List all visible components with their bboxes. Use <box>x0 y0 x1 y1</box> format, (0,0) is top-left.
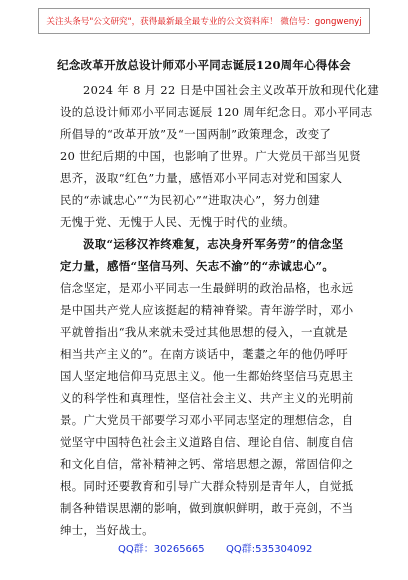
text-line: 相当共产主义的”。在南方谈话中，耄耋之年的他仍呼吁 <box>60 347 348 361</box>
text-line: 民的“赤诚忠心”“为民初心”“进取决心”，努力创建 <box>60 193 321 207</box>
text-line: 是中国共产党人应该挺起的精神脊梁。青年游学时，邓小 <box>60 303 354 317</box>
text-line: 设的总设计师邓小平同志诞辰 120 周年纪念日。邓小平同志 <box>60 105 373 119</box>
text-line: 平就曾指出“我从来就未受过其他思想的侵入，一直就是 <box>60 325 348 339</box>
text-line: 思齐，汲取“红色”力量，感悟邓小平同志对党和国家人 <box>60 171 343 185</box>
text-line: 觉坚守中国特色社会主义道路自信、理论自信、制度自信 <box>60 435 354 449</box>
heading-line: 定力量，感悟“坚信马列、矢志不渝”的“赤诚忠心”。 <box>60 259 335 273</box>
text-line: 2024 年 8 月 22 日是中国社会主义改革开放和现代化建 <box>83 83 380 97</box>
text-line: 和文化自信，常补精神之钙、常培思想之源，常固信仰之 <box>60 457 354 471</box>
heading-line: 汲取“运移汉祚终难复，志决身歼军务劳”的信念坚 <box>83 237 344 251</box>
promo-banner: 关注头条号"公文研究"，获得最新最全最专业的公文资料库！ 微信号：gongwenyj <box>38 8 370 34</box>
text-line: 信念坚定，是邓小平同志一生最鲜明的政治品格，也永远 <box>60 281 354 295</box>
text-line: 义的科学性和真理性，坚信社会主义、共产主义的光明前 <box>60 391 354 405</box>
text-line: 景。广大党员干部要学习邓小平同志坚定的理想信念，自 <box>60 413 354 427</box>
text-line: 制各种错误思潮的影响，做到旗帜鲜明，敢于亮剑，不当 <box>60 501 354 515</box>
text-line: 绅士，当好战士。 <box>60 523 154 537</box>
document-title: 纪念改革开放总设计师邓小平同志诞辰120周年心得体会 <box>57 58 351 72</box>
text-line: 所倡导的“改革开放”及“一国两制”政策理念，改变了 <box>60 127 332 141</box>
qq-group-1: QQ群：30265665 <box>118 544 205 555</box>
text-line: 国人坚定地信仰马克思主义。他一生都始终坚信马克思主 <box>60 369 354 383</box>
text-line: 20 世纪后期的中国，也影响了世界。广大党员干部当见贤 <box>60 149 361 163</box>
qq-group-2: QQ群:535304092 <box>226 544 313 555</box>
text-line: 无愧于党、无愧于人民、无愧于时代的业绩。 <box>60 215 295 229</box>
text-line: 根。同时还要教育和引导广大群众特别是青年人，自觉抵 <box>60 479 354 493</box>
